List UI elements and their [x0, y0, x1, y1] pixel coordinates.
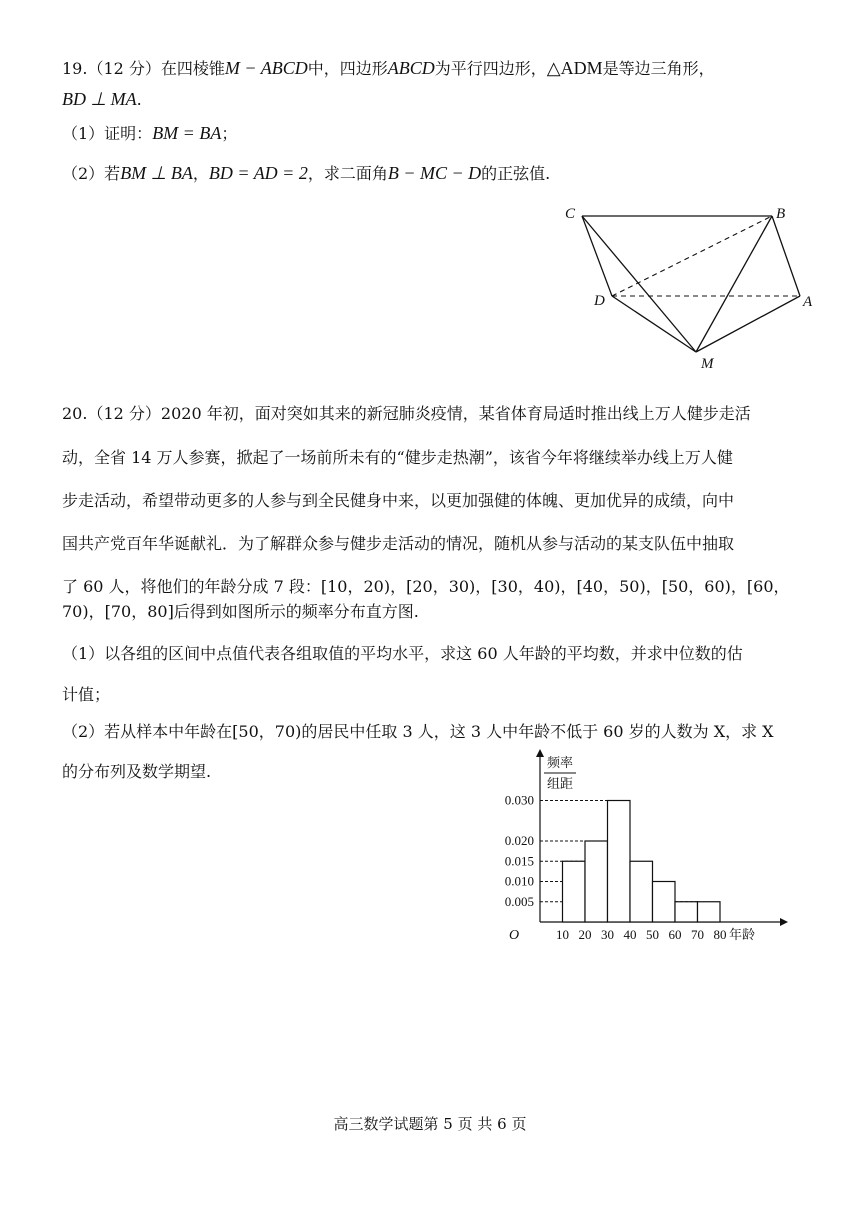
question-20-line2: 动，全省 14 万人参赛，掀起了一场前所未有的“健步走热潮”，该省今年将继续举办线上万人健: [62, 448, 733, 467]
question-19-part1: [62, 123, 237, 144]
question-score: （12 分）: [87, 404, 161, 423]
math-expression: BM ⊥ BA: [120, 163, 193, 183]
question-text: 是等边三角形，: [602, 59, 715, 78]
question-text: ，: [192, 164, 209, 183]
y-tick-label: 0.015: [504, 853, 534, 869]
y-tick-label: 0.010: [504, 873, 534, 889]
question-20-line6: 70)，[70，80]后得到如图所示的频率分布直方图.: [62, 602, 419, 621]
question-text: 2020 年初，面对突如其来的新冠肺炎疫情，某省体育局适时推出线上万人健步走活: [160, 404, 751, 423]
y-axis-arrow: [536, 749, 544, 757]
x-axis-arrow: [780, 918, 788, 926]
x-tick-label: 20: [578, 927, 592, 942]
edge-ba: [772, 216, 800, 296]
question-20-line1: [62, 404, 751, 424]
y-tick-label: 0.020: [504, 833, 534, 848]
math-expression: B − MC − D: [387, 163, 482, 183]
math-expression: ABCD: [387, 58, 435, 78]
x-tick-label: 10: [556, 927, 569, 942]
pyramid-figure: [560, 200, 820, 380]
edge-cd: [582, 216, 612, 296]
histogram-bar: [675, 902, 698, 922]
edge-db-hidden: [612, 216, 772, 296]
edge-cm: [582, 216, 696, 352]
histogram-bar: [698, 902, 721, 922]
math-expression: BD = AD = 2: [208, 163, 308, 183]
x-tick-label: 50: [646, 927, 659, 942]
question-20-part1-line1: （1）以各组的区间中点值代表各组取值的平均水平，求这 60 人年龄的平均数，并求中位数的估: [62, 644, 743, 663]
frequency-histogram: [480, 745, 800, 950]
math-expression: BD ⊥ MA: [62, 89, 137, 109]
math-expression: BM = BA: [152, 123, 222, 143]
pyramid-diagram: [560, 200, 820, 380]
question-text: ，求二面角: [307, 164, 388, 183]
vertex-label-b: B: [776, 206, 786, 222]
question-text: 为平行四边形，: [434, 59, 547, 78]
histogram-bar: [585, 841, 608, 922]
y-tick-label: 0.030: [504, 792, 534, 808]
x-tick-label: 60: [668, 927, 682, 942]
x-tick-label: 80: [713, 927, 727, 942]
question-text: 的正弦值.: [481, 164, 551, 183]
question-20-line4: 国共产党百年华诞献礼．为了解群众参与健步走活动的情况，随机从参与活动的某支队伍中抽取: [62, 534, 735, 553]
question-20-line3: 步走活动，希望带动更多的人参与到全民健身中来，以更加强健的体魄、更加优异的成绩，向中: [62, 491, 735, 510]
question-19-line1: [62, 58, 715, 79]
math-expression: M − ABCD: [224, 58, 308, 78]
y-axis-label-denominator: 组距: [546, 777, 574, 792]
histogram-bar: [563, 861, 586, 922]
question-19-part2: [62, 163, 550, 184]
question-text: 中，四边形: [307, 59, 388, 78]
edge-dm: [612, 296, 696, 352]
vertex-label-a: A: [803, 294, 813, 310]
page-footer: 高三数学试题第 5 页 共 6 页: [333, 1115, 527, 1133]
histogram-bar: [630, 861, 653, 922]
histogram-bar: [653, 882, 676, 923]
part-label: （1）证明：: [62, 124, 153, 143]
vertex-label-d: D: [594, 293, 605, 309]
math-expression: △ADM: [546, 58, 603, 78]
x-tick-label: 30: [601, 927, 614, 942]
question-number: 19.: [62, 59, 88, 78]
vertex-label-c: C: [565, 206, 576, 222]
x-axis-label: 年龄: [728, 928, 756, 943]
question-text: 在四棱锥: [160, 59, 225, 78]
question-score: （12 分）: [87, 59, 161, 78]
y-axis-label-numerator: 频率: [546, 756, 574, 771]
question-text: ；: [221, 124, 238, 143]
x-tick-label: 40: [623, 927, 637, 942]
question-19-line2: [62, 89, 142, 110]
x-tick-label: 70: [691, 927, 704, 942]
question-20-line5: 了 60 人，将他们的年龄分成 7 段：[10，20)，[20，30)，[30，40)，[40，50)，[50，60)，[60，: [62, 577, 790, 596]
origin-label: O: [508, 928, 520, 943]
histogram-figure: [480, 745, 800, 950]
question-20-part1-line2: 计值；: [62, 685, 111, 704]
histogram-bar: [608, 801, 631, 923]
y-tick-label: 0.005: [504, 893, 534, 909]
question-20-part2-line1: （2）若从样本中年龄在[50，70)的居民中任取 3 人，这 3 人中年龄不低于 60 岁的人数为 X，求 X: [62, 722, 774, 741]
question-text: .: [136, 90, 142, 109]
question-number: 20.: [62, 404, 88, 423]
part-label: （2）若: [62, 164, 121, 183]
vertex-label-m: M: [701, 356, 714, 372]
question-20-part2-line2: 的分布列及数学期望.: [62, 762, 212, 781]
